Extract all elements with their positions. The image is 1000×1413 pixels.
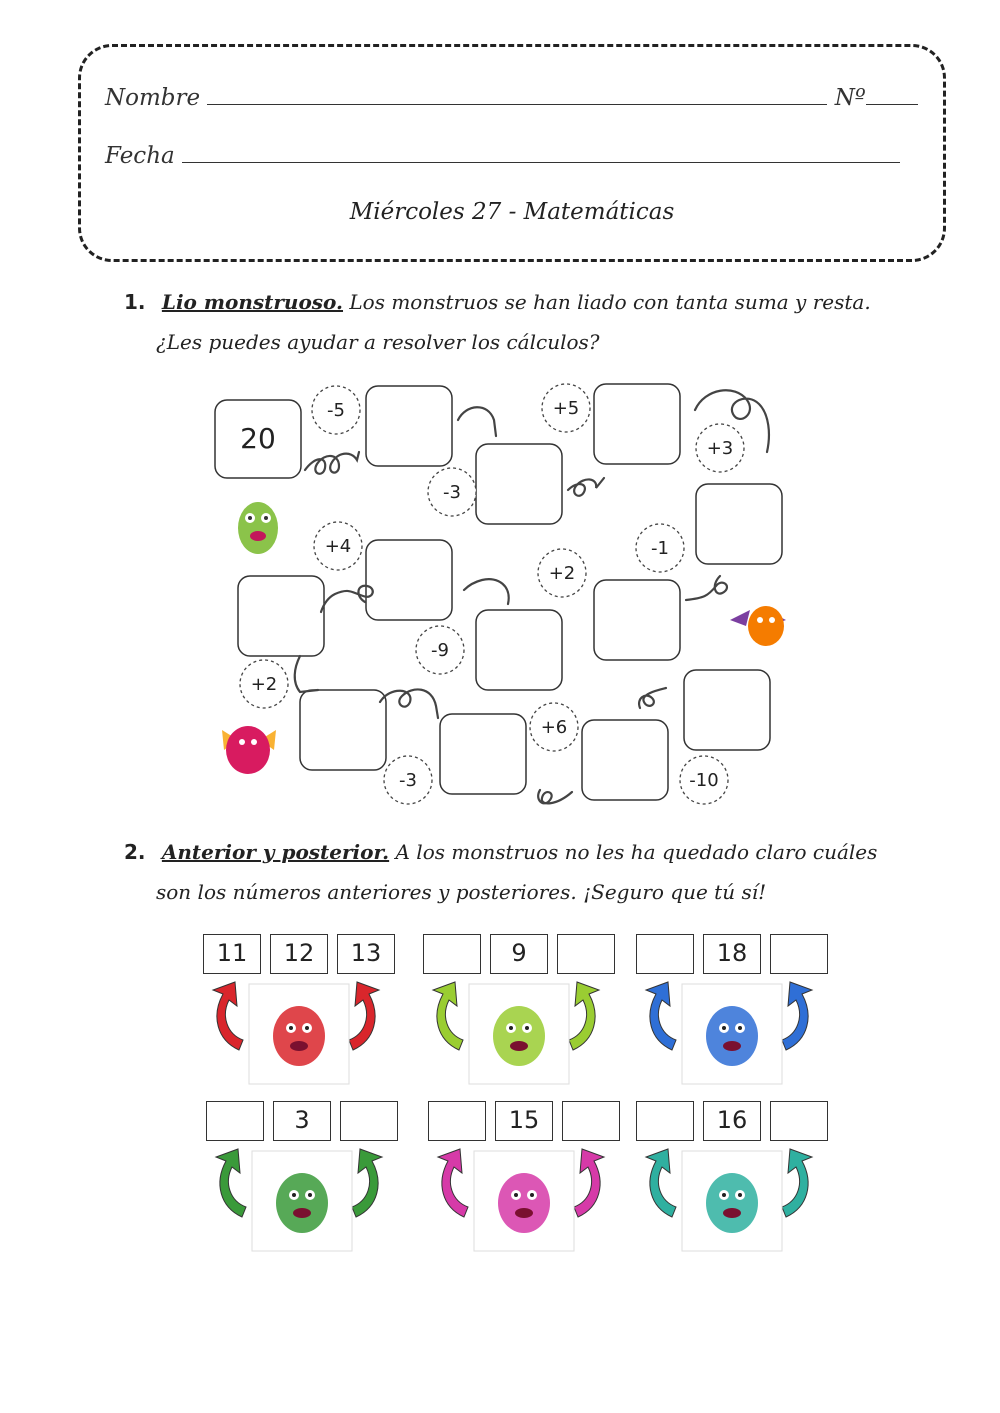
loop-arrow-icon bbox=[538, 790, 572, 803]
loop-arrow-icon bbox=[458, 407, 496, 436]
answer-box[interactable] bbox=[696, 484, 782, 564]
answer-box[interactable] bbox=[684, 670, 770, 750]
after-number-input[interactable]: 13 bbox=[337, 934, 395, 974]
after-number-input[interactable] bbox=[770, 1101, 828, 1141]
operation-label: +6 bbox=[540, 717, 568, 738]
operation-label: +2 bbox=[548, 563, 576, 584]
monster-icon bbox=[276, 1173, 328, 1233]
operation-label: -3 bbox=[399, 770, 417, 791]
arrow-left-icon bbox=[433, 982, 463, 1050]
operation-label: +2 bbox=[250, 674, 278, 695]
arrow-right-icon bbox=[782, 1149, 812, 1217]
fecha-label: Fecha bbox=[105, 143, 175, 169]
arrow-left-icon bbox=[213, 982, 243, 1050]
exercise-2-text-1: A los monstruos no les ha quedado claro cuáles bbox=[395, 840, 878, 864]
monster-icon bbox=[498, 1173, 550, 1233]
given-number-box: 3 bbox=[273, 1101, 331, 1141]
before-number-input[interactable] bbox=[428, 1101, 486, 1141]
operation-label: -1 bbox=[651, 538, 669, 559]
arrow-right-icon bbox=[782, 982, 812, 1050]
monster-with-arrows bbox=[423, 980, 623, 1090]
answer-box[interactable] bbox=[594, 384, 680, 464]
given-number-box: 12 bbox=[270, 934, 328, 974]
exercise-2-title: Anterior y posterior. bbox=[161, 840, 390, 864]
monster-icon bbox=[273, 1006, 325, 1066]
exercise-1-number: 1. bbox=[124, 290, 146, 314]
monster-with-arrows bbox=[636, 1147, 836, 1257]
before-number-input[interactable] bbox=[636, 1101, 694, 1141]
before-number-input[interactable]: 11 bbox=[203, 934, 261, 974]
answer-box[interactable] bbox=[594, 580, 680, 660]
arrow-left-icon bbox=[438, 1149, 468, 1217]
after-number-input[interactable] bbox=[770, 934, 828, 974]
start-value: 20 bbox=[240, 422, 276, 455]
loop-arrow-icon bbox=[686, 576, 727, 600]
operation-label: -3 bbox=[443, 482, 461, 503]
operation-label: -5 bbox=[327, 400, 345, 421]
before-number-input[interactable] bbox=[206, 1101, 264, 1141]
before-number-input[interactable] bbox=[423, 934, 481, 974]
before-number-input[interactable] bbox=[636, 934, 694, 974]
pink-monster-icon bbox=[222, 726, 276, 774]
monster-with-arrows bbox=[428, 1147, 628, 1257]
operation-label: +4 bbox=[324, 536, 352, 557]
given-number-box: 18 bbox=[703, 934, 761, 974]
after-number-input[interactable] bbox=[562, 1101, 620, 1141]
arrow-left-icon bbox=[646, 1149, 676, 1217]
arrow-left-icon bbox=[646, 982, 676, 1050]
arrow-right-icon bbox=[349, 982, 379, 1050]
exercise-2-number: 2. bbox=[124, 840, 146, 864]
answer-box[interactable] bbox=[300, 690, 386, 770]
arrow-right-icon bbox=[352, 1149, 382, 1217]
answer-box[interactable] bbox=[476, 444, 562, 524]
monster-with-arrows bbox=[636, 980, 836, 1090]
answer-box[interactable] bbox=[476, 610, 562, 690]
exercise-1-text-2: ¿Les puedes ayudar a resolver los cálculos? bbox=[156, 330, 600, 354]
operation-label: -10 bbox=[689, 770, 719, 791]
monster-with-arrows bbox=[206, 1147, 406, 1257]
answer-box[interactable] bbox=[582, 720, 668, 800]
loop-arrow-icon bbox=[568, 478, 604, 496]
answer-box[interactable] bbox=[238, 576, 324, 656]
loop-arrow-icon bbox=[380, 689, 438, 718]
operation-label: -9 bbox=[431, 640, 449, 661]
answer-box[interactable] bbox=[366, 386, 452, 466]
monster-icon bbox=[706, 1006, 758, 1066]
numero-label: Nº bbox=[834, 85, 866, 111]
monster-with-arrows bbox=[203, 980, 403, 1090]
nombre-label: Nombre bbox=[105, 85, 201, 111]
loop-arrow-icon bbox=[295, 656, 318, 692]
after-number-input[interactable] bbox=[340, 1101, 398, 1141]
orange-bat-monster-icon bbox=[730, 606, 786, 646]
operation-label: +3 bbox=[706, 438, 734, 459]
after-number-input[interactable] bbox=[557, 934, 615, 974]
answer-box[interactable] bbox=[440, 714, 526, 794]
operation-label: +5 bbox=[552, 398, 580, 419]
exercise-2-instructions bbox=[124, 832, 877, 912]
arrow-right-icon bbox=[569, 982, 599, 1050]
loop-arrow-icon bbox=[321, 586, 373, 612]
given-number-box: 16 bbox=[703, 1101, 761, 1141]
arrow-left-icon bbox=[216, 1149, 246, 1217]
given-number-box: 15 bbox=[495, 1101, 553, 1141]
given-number-box: 9 bbox=[490, 934, 548, 974]
exercise-1-title: Lio monstruoso. bbox=[161, 290, 344, 314]
answer-box[interactable] bbox=[366, 540, 452, 620]
green-monster-icon bbox=[238, 502, 278, 554]
loop-arrow-icon bbox=[639, 688, 666, 708]
loop-arrow-icon bbox=[305, 452, 359, 474]
exercise-2-text-2: son los números anteriores y posteriores. ¡Seguro que tú sí! bbox=[156, 880, 767, 904]
monster-icon bbox=[706, 1173, 758, 1233]
monster-icon bbox=[493, 1006, 545, 1066]
page-title: Miércoles 27 - Matemáticas bbox=[349, 199, 675, 225]
arrow-right-icon bbox=[574, 1149, 604, 1217]
loop-arrow-icon bbox=[464, 579, 509, 604]
exercise-1-text-1: Los monstruos se han liado con tanta suma y resta. bbox=[349, 290, 871, 314]
